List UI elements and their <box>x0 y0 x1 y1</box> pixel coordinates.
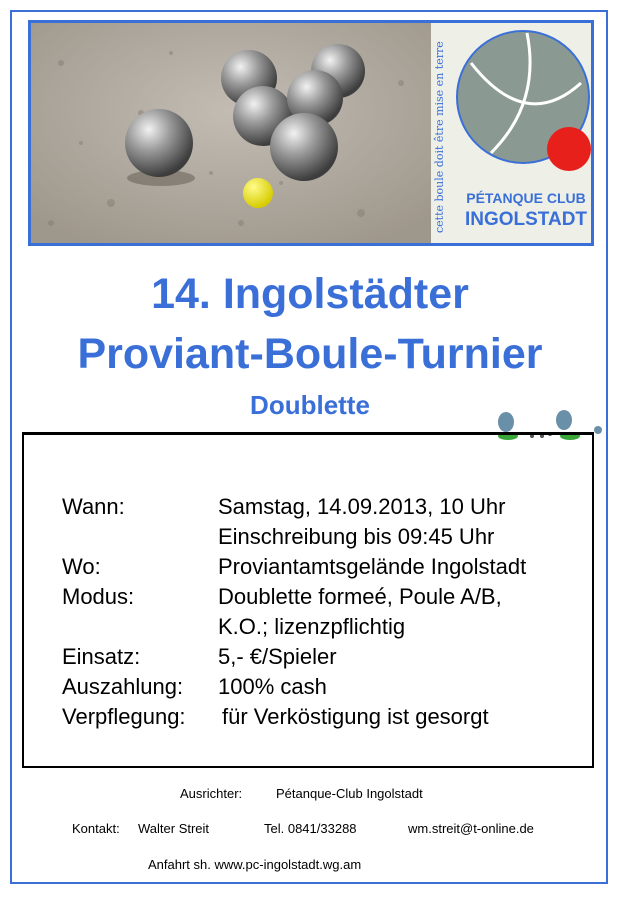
info-value-mode: Doublette formeé, Poule A/B, <box>218 584 502 609</box>
club-logo <box>431 23 591 243</box>
contact-email[interactable]: wm.streit@t-online.de <box>408 821 534 836</box>
info-value-mode-2: K.O.; lizenzpflichtig <box>218 614 406 639</box>
organizer-label: Ausrichter: <box>180 786 243 801</box>
info-value-when: Samstag, 14.09.2013, 10 Uhr <box>218 494 506 519</box>
boules-photo <box>31 23 431 243</box>
boule-6 <box>270 113 338 181</box>
info-label-when: Wann: <box>62 494 125 519</box>
contact-label: Kontakt: <box>72 821 120 836</box>
logo-line1: PÉTANQUE CLUB <box>466 190 586 206</box>
info-value-registration: Einschreibung bis 09:45 Uhr <box>218 524 495 549</box>
title-line-2: Proviant-Boule-Turnier <box>77 330 543 378</box>
info-value-payout: 100% cash <box>218 674 327 699</box>
info-label-fee: Einsatz: <box>62 644 141 669</box>
info-label-mode: Modus: <box>62 584 135 609</box>
info-label-where: Wo: <box>62 554 101 579</box>
logo-side-text: cette boule doit être mise en terre <box>433 41 446 233</box>
contact-phone: Tel. 0841/33288 <box>264 821 357 836</box>
logo-red-jack <box>547 127 591 171</box>
club-logo-graphic <box>431 23 591 243</box>
info-label-payout: Auszahlung: <box>62 674 184 699</box>
contact-name: Walter Streit <box>138 821 210 836</box>
boule-1 <box>125 109 193 177</box>
info-value-catering: für Verköstigung ist gesorgt <box>222 704 489 729</box>
title-line-3: Doublette <box>250 390 370 420</box>
info-label-catering: Verpflegung: <box>62 704 186 729</box>
header-banner <box>28 20 594 246</box>
title-line-1: 14. Ingolstädter <box>151 270 469 318</box>
info-value-fee: 5,- €/Spieler <box>218 644 337 669</box>
info-value-where: Proviantamtsgelände Ingolstadt <box>218 554 527 579</box>
directions-link[interactable]: Anfahrt sh. www.pc-ingolstadt.wg.am <box>148 857 362 872</box>
logo-line2: INGOLSTADT <box>464 209 588 230</box>
cochonnet-jack <box>243 178 273 208</box>
organizer-value: Pétanque-Club Ingolstadt <box>276 786 423 801</box>
